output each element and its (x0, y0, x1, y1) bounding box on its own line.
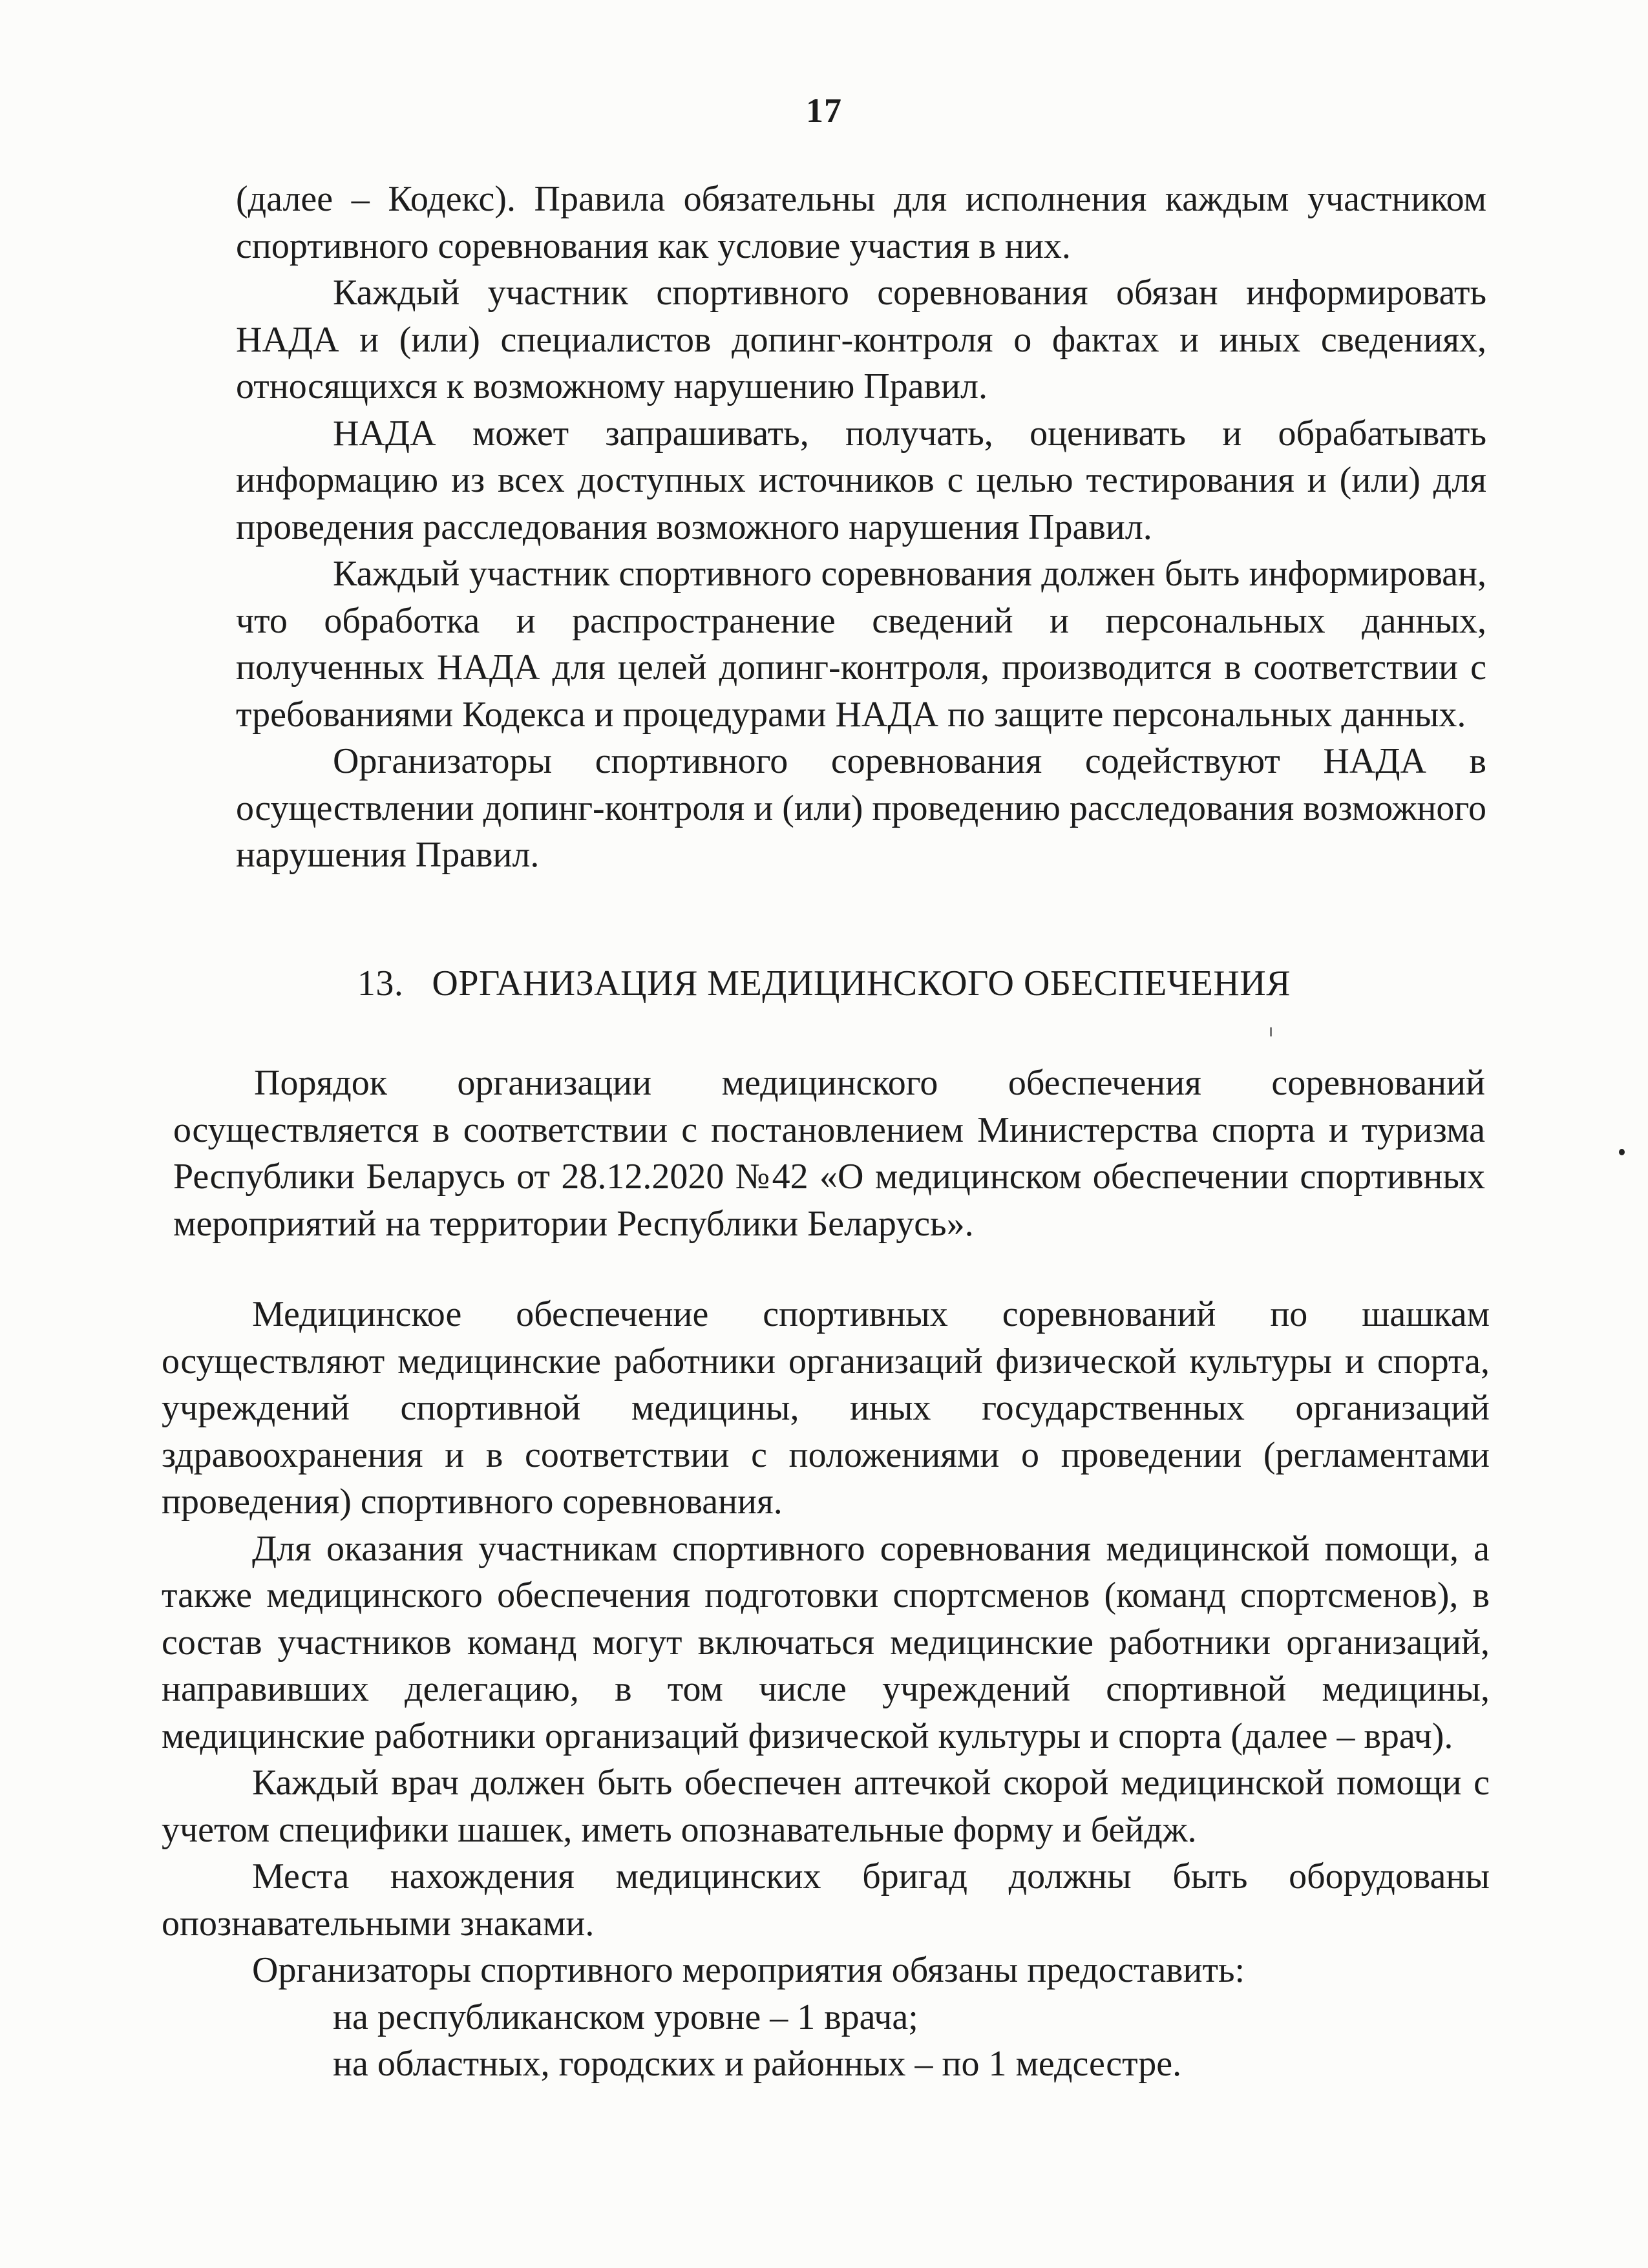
section-number: 13. (357, 963, 404, 1003)
paragraph: Организаторы спортивного соревнования содействуют НАДА в осуществлении допинг-контроля и (или) проведению расследования возможного нарушения Правил. (236, 741, 1486, 875)
intro-section (236, 176, 1486, 879)
paragraph: Места нахождения медицинских бригад должны быть оборудованы опознавательными знаками. (162, 1856, 1490, 1944)
page-number: 17 (806, 91, 842, 130)
section-title: ОРГАНИЗАЦИЯ МЕДИЦИНСКОГО ОБЕСПЕЧЕНИЯ (432, 963, 1291, 1003)
paragraph: Каждый участник спортивного соревнования обязан информировать НАДА и (или) специалистов допинг-контроля о фактах и иных сведениях, относящихся к возможному нарушению Правил. (236, 273, 1486, 406)
list-item: на областных, городских и районных – по 1 медсестре. (333, 2044, 1182, 2084)
section-body (162, 1291, 1490, 2088)
scan-mark (1270, 1027, 1272, 1036)
paragraph: НАДА может запрашивать, получать, оценивать и обрабатывать информацию из всех доступных источников с целью тестирования и (или) для проведения расследования возможного нарушения Правил. (236, 413, 1486, 547)
paragraph: (далее – Кодекс). Правила обязательны для исполнения каждым участником спортивного соревнования как условие участия в них. (236, 179, 1486, 266)
paragraph: Организаторы спортивного мероприятия обязаны предоставить: (252, 1950, 1245, 1990)
paragraph: Порядок организации медицинского обеспечения соревнований осуществляется в соответствии с постановлением Министерства спорта и туризма Республики Беларусь от 28.12.2020 №42 «О медицинском обеспечении спортивных мероприятий на территории Республики Беларусь». (173, 1063, 1485, 1244)
scan-speck (1619, 1149, 1625, 1155)
paragraph: Каждый участник спортивного соревнования должен быть информирован, что обработка и распространение сведений и персональных данных, полученных НАДА для целей допинг-контроля, производится в соответствии с требованиями Кодекса и процедурами НАДА по защите персональных данных. (236, 554, 1486, 735)
list-item: на республиканском уровне – 1 врача; (333, 1997, 918, 2037)
paragraph: Медицинское обеспечение спортивных соревнований по шашкам осуществляют медицинские работники организаций физической культуры и спорта, учреждений спортивной медицины, иных государственных организаций здравоохранения и в соответствии с положениями о проведении (регламентами проведения) спортивного соревнования. (162, 1294, 1490, 1522)
section-heading (0, 963, 1648, 1004)
section-lead (173, 1060, 1485, 1247)
paragraph: Для оказания участникам спортивного соревнования медицинской помощи, а также медицинского обеспечения подготовки спортсменов (команд спортсменов), в состав участников команд могут включаться медицинские работники организаций, направивших делегацию, в том числе учреждений спортивной медицины, медицинские работники организаций физической культуры и спорта (далее – врач). (162, 1528, 1490, 1756)
paragraph: Каждый врач должен быть обеспечен аптечкой скорой медицинской помощи с учетом специфики шашек, иметь опознавательные форму и бейдж. (162, 1763, 1490, 1850)
